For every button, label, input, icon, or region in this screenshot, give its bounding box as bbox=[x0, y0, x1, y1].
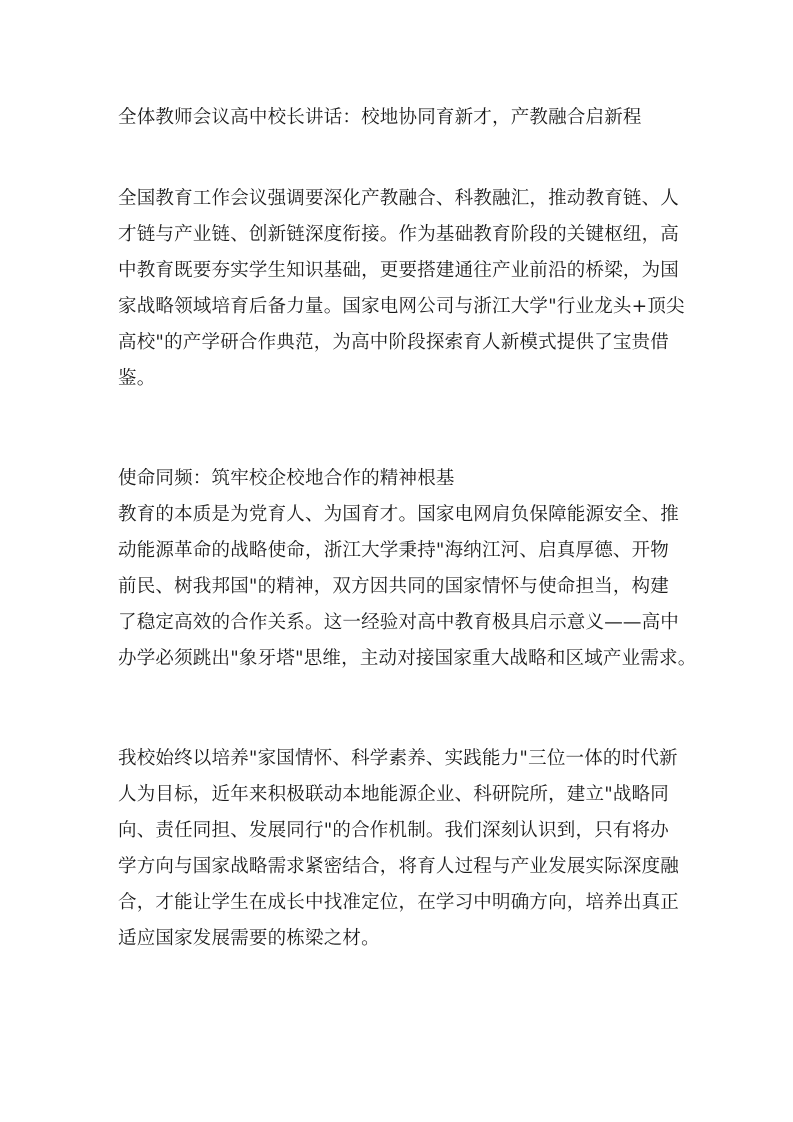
paragraph-1-line-3: 中教育既要夯实学生知识基础，更要搭建通往产业前沿的桥梁，为国 bbox=[118, 260, 680, 281]
paragraph-3-line-4: 学方向与国家战略需求紧密结合，将育人过程与产业发展实际深度融 bbox=[118, 856, 680, 877]
paragraph-3-line-5: 合，才能让学生在成长中找准定位，在学习中明确方向，培养出真正 bbox=[118, 892, 680, 913]
paragraph-3-line-1: 我校始终以培养"家国情怀、科学素养、实践能力"三位一体的时代新 bbox=[118, 748, 678, 769]
paragraph-2-line-2: 动能源革命的战略使命，浙江大学秉持"海纳江河、启真厚德、开物 bbox=[118, 540, 670, 561]
document-title: 全体教师会议高中校长讲话：校地协同育新才，产教融合启新程 bbox=[118, 107, 642, 128]
paragraph-3-line-2: 人为目标，近年来积极联动本地能源企业、科研院所，建立"战略同 bbox=[118, 784, 670, 805]
paragraph-2-line-5: 办学必须跳出"象牙塔"思维，主动对接国家重大战略和区域产业需求。 bbox=[118, 648, 697, 669]
paragraph-1-line-2: 才链与产业链、创新链深度衔接。作为基础教育阶段的关键枢纽，高 bbox=[118, 224, 680, 245]
paragraph-1-line-1: 全国教育工作会议强调要深化产教融合、科教融汇，推动教育链、人 bbox=[118, 188, 680, 209]
paragraph-1-line-4: 家战略领域培育后备力量。国家电网公司与浙江大学"行业龙头+顶尖 bbox=[118, 296, 685, 317]
paragraph-2-line-3: 前民、树我邦国"的精神，双方因共同的国家情怀与使命担当，构建 bbox=[118, 576, 670, 597]
paragraph-3-line-3: 向、责任同担、发展同行"的合作机制。我们深刻认识到，只有将办 bbox=[118, 820, 670, 841]
paragraph-1-line-6: 鉴。 bbox=[118, 368, 156, 389]
section-heading: 使命同频：筑牢校企校地合作的精神根基 bbox=[118, 468, 455, 489]
paragraph-2-line-1: 教育的本质是为党育人、为国育才。国家电网肩负保障能源安全、推 bbox=[118, 504, 680, 525]
paragraph-3-line-6: 适应国家发展需要的栋梁之材。 bbox=[118, 928, 380, 949]
paragraph-1-line-5: 高校"的产学研合作典范，为高中阶段探索育人新模式提供了宝贵借 bbox=[118, 332, 670, 353]
paragraph-2-line-4: 了稳定高效的合作关系。这一经验对高中教育极具启示意义——高中 bbox=[118, 612, 680, 633]
